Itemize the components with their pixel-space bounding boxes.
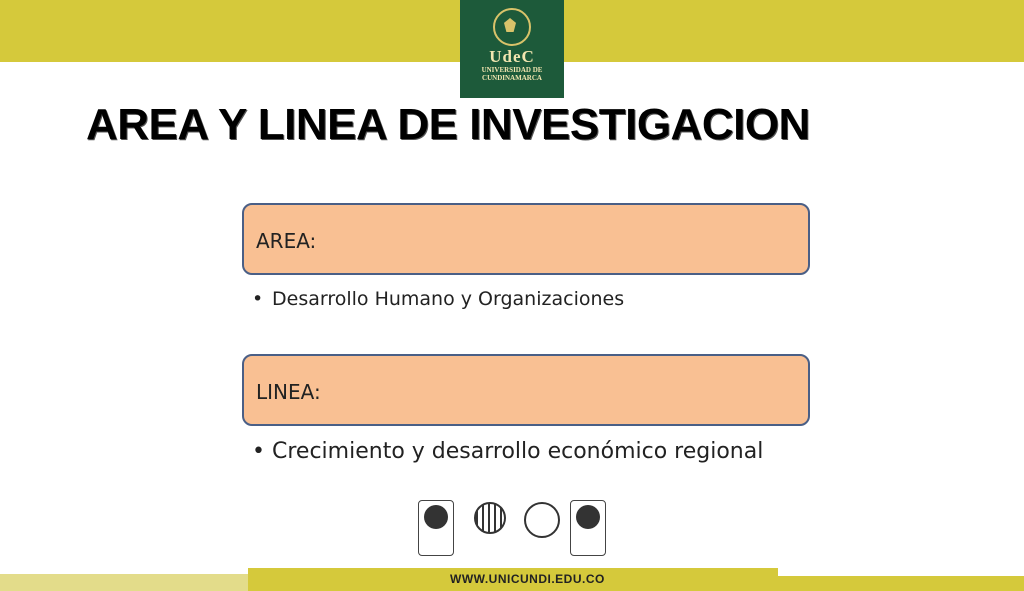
bullet-icon: • [252,439,265,464]
logo-subtitle-1: UNIVERSIDAD DE [481,66,543,74]
footer-website: WWW.UNICUNDI.EDU.CO [450,572,605,586]
university-logo [460,0,564,98]
linea-bullet-text: Crecimiento y desarrollo económico regional [272,439,764,464]
bullet-icon: • [252,288,264,310]
certification-logos [418,500,608,556]
linea-bullet-item [252,439,763,464]
footer-band-left [0,574,248,591]
footer-band-right [778,576,1024,591]
page-title: AREA Y LINEA DE INVESTIGACION [86,100,810,149]
crest-icon [493,8,531,46]
icontec-ntcgp-certification-icon [418,500,454,556]
icontec-iso-9001-certification-icon [570,500,606,556]
logo-name: UdeC [489,47,535,66]
iqnet-certification-icon [522,500,562,554]
linea-label-box: LINEA: [242,354,810,426]
global-compact-icon [466,500,514,554]
logo-subtitle-2: CUNDINAMARCA [482,74,542,82]
area-bullet-item [252,288,624,310]
area-bullet-text: Desarrollo Humano y Organizaciones [272,288,625,310]
area-label-box: AREA: [242,203,810,275]
